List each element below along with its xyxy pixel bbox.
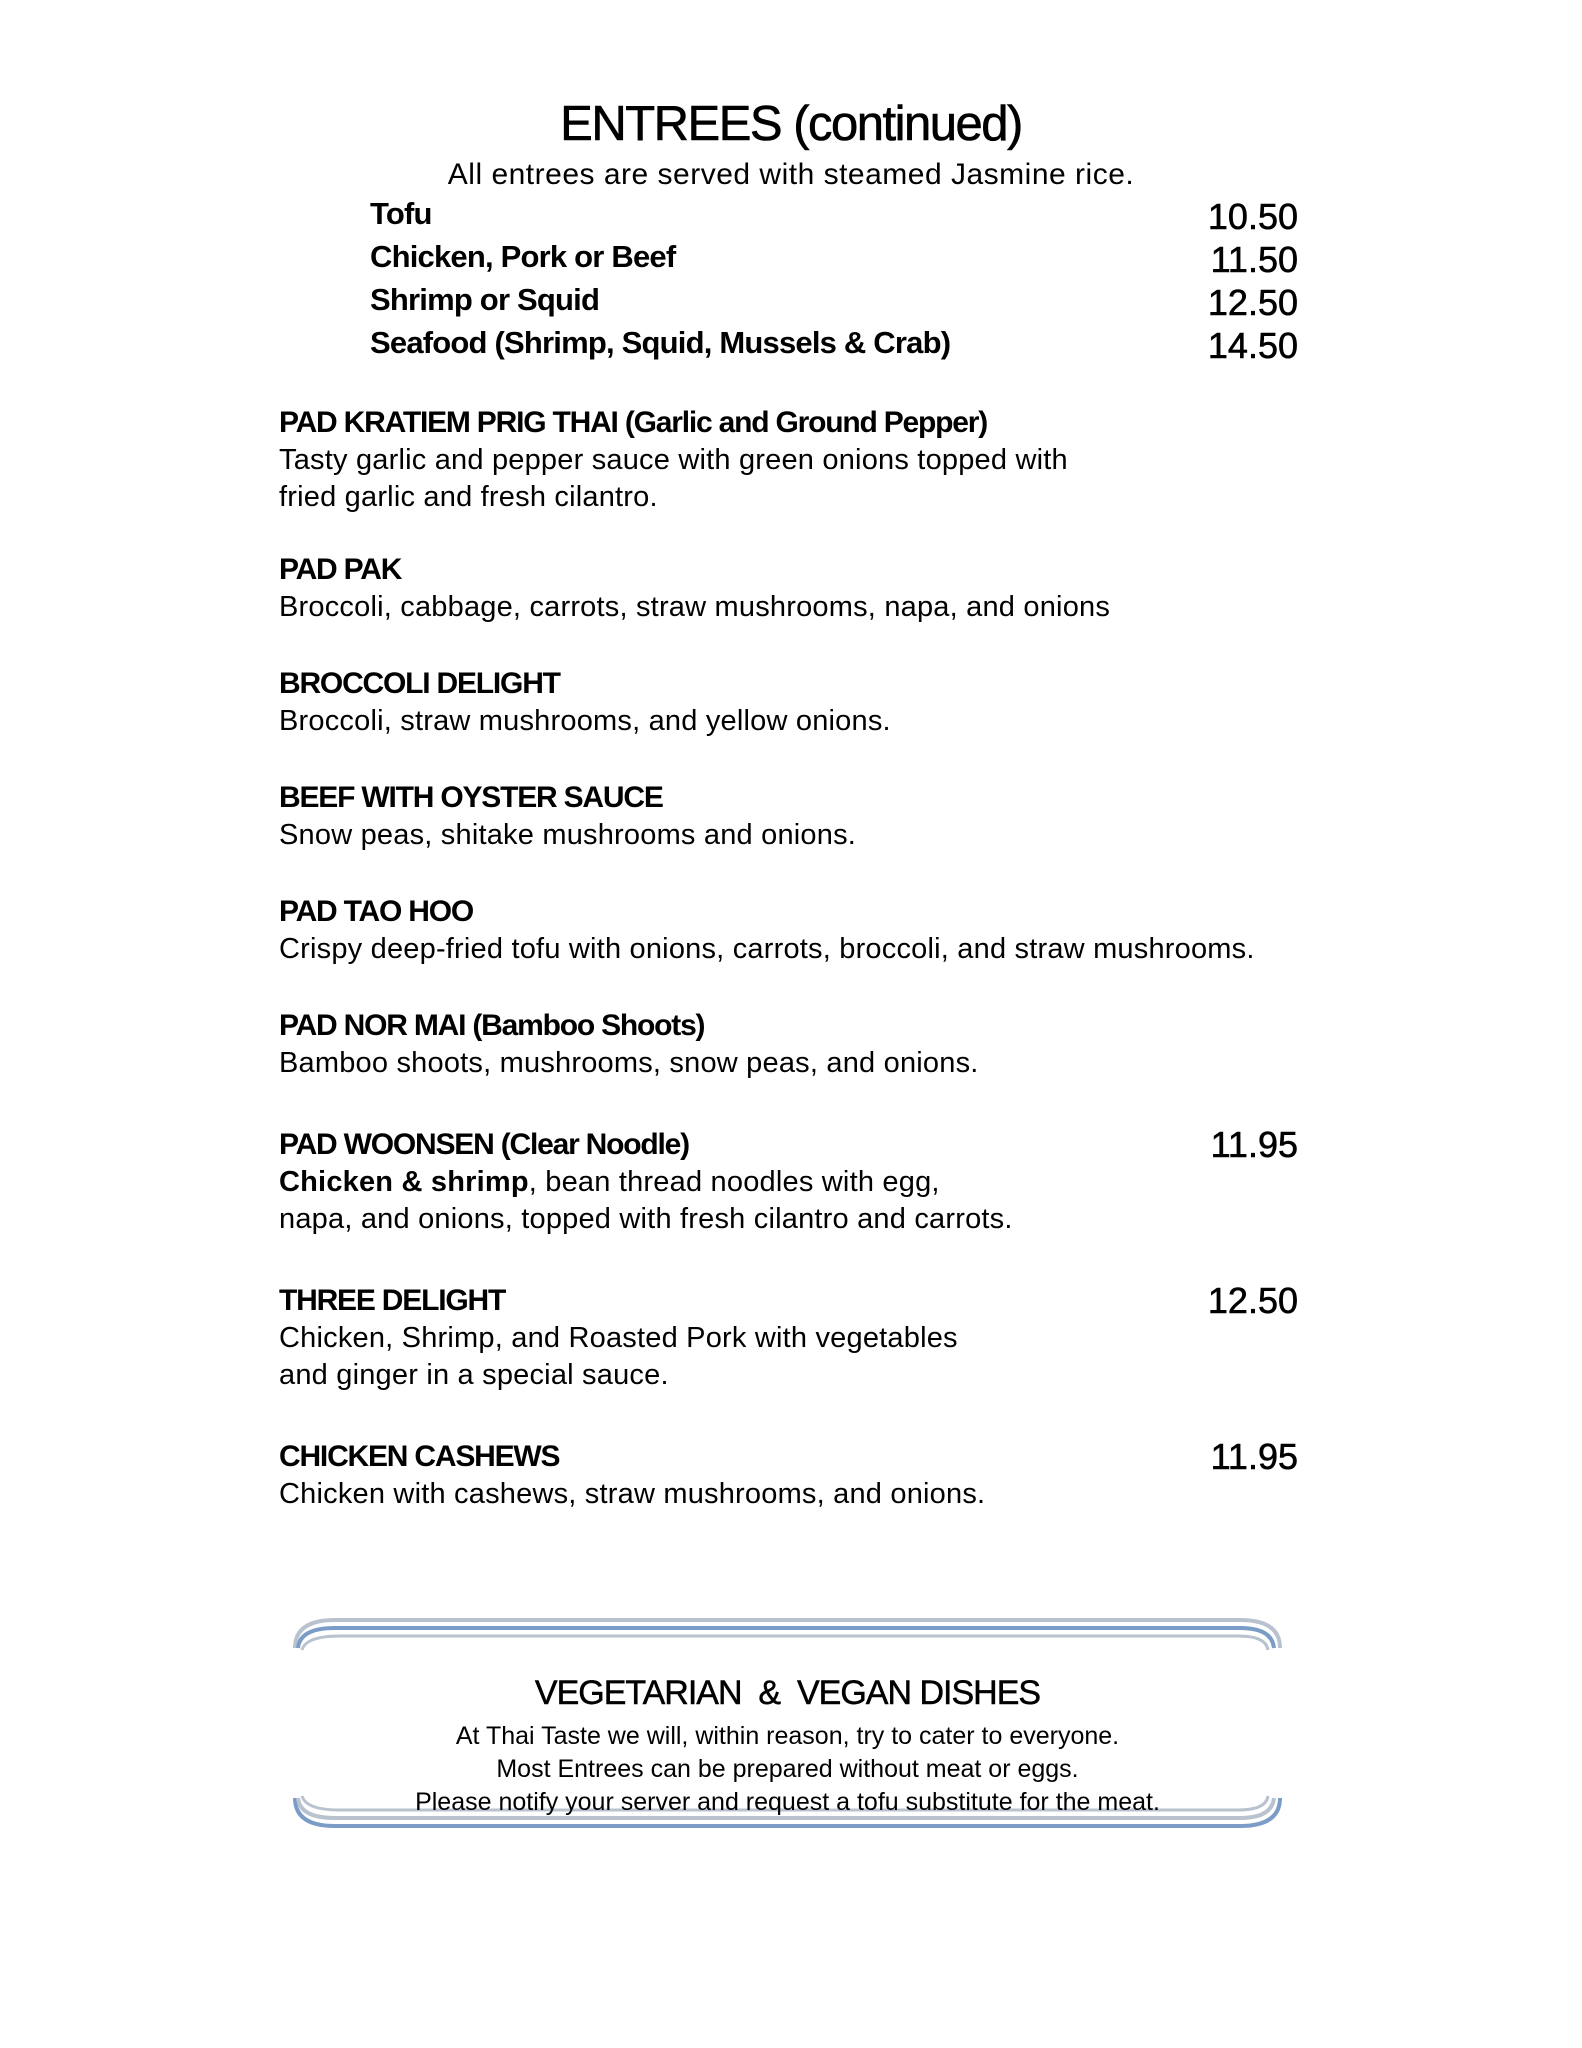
- price-option-name: Shrimp or Squid: [370, 282, 600, 317]
- description-line: Broccoli, straw mushrooms, and yellow onions.: [279, 705, 891, 737]
- description-line: Chicken, Shrimp, and Roasted Pork with vegetables: [279, 1322, 958, 1354]
- price-option-name: Chicken, Pork or Beef: [370, 239, 676, 274]
- price-option-price: 10.50: [1207, 196, 1298, 237]
- description-line: [279, 1164, 1379, 1201]
- menu-item: [279, 779, 1379, 854]
- price-option-row: [370, 196, 1298, 239]
- description-line: Snow peas, shitake mushrooms and onions.: [279, 819, 857, 851]
- price-option-row: [370, 325, 1298, 368]
- menu-item-name: PAD NOR MAI (Bamboo Shoots): [279, 1009, 705, 1042]
- menu-item: [279, 1126, 1379, 1238]
- description-line: and ginger in a special sauce.: [279, 1359, 669, 1391]
- menu-item-price: 12.50: [1207, 1280, 1298, 1321]
- description-text: , bean thread noodles with egg,: [528, 1166, 940, 1198]
- protein-price-table: [370, 196, 1298, 368]
- menu-items: [279, 404, 1379, 1513]
- menu-item-description: [279, 1320, 1379, 1394]
- vegetarian-notice-box: [290, 1598, 1285, 1848]
- price-option-price: 12.50: [1207, 282, 1298, 323]
- menu-item: [279, 1007, 1379, 1082]
- menu-item-description: [279, 1476, 1379, 1513]
- description-line: Crispy deep-fried tofu with onions, carrots, broccoli, and straw mushrooms.: [279, 933, 1255, 965]
- vegetarian-note-line: Most Entrees can be prepared without meat or eggs.: [496, 1755, 1079, 1783]
- menu-item-name: BEEF WITH OYSTER SAUCE: [279, 781, 663, 814]
- menu-item: [279, 551, 1379, 626]
- menu-item: [279, 1438, 1379, 1513]
- description-line: fried garlic and fresh cilantro.: [279, 481, 658, 513]
- price-option-name: Tofu: [370, 196, 432, 231]
- menu-item: [279, 665, 1379, 740]
- menu-item: [279, 1282, 1379, 1394]
- description-line: Tasty garlic and pepper sauce with green onions topped with: [279, 444, 1068, 476]
- price-option-row: [370, 282, 1298, 325]
- frame-top-outer: [295, 1620, 1280, 1648]
- menu-item-name: BROCCOLI DELIGHT: [279, 667, 560, 700]
- description-line: Bamboo shoots, mushrooms, snow peas, and onions.: [279, 1047, 979, 1079]
- menu-item-name: PAD PAK: [279, 553, 402, 586]
- vegetarian-note-line: Please notify your server and request a tofu substitute for the meat.: [415, 1788, 1160, 1816]
- page-title: ENTREES (continued): [560, 97, 1022, 151]
- menu-item-name: PAD KRATIEM PRIG THAI (Garlic and Ground Pepper): [279, 406, 988, 439]
- menu-item-description: [279, 1164, 1379, 1238]
- description-line: napa, and onions, topped with fresh cilantro and carrots.: [279, 1203, 1013, 1235]
- price-option-name: Seafood (Shrimp, Squid, Mussels & Crab): [370, 325, 951, 360]
- description-bold: Chicken & shrimp: [279, 1166, 529, 1198]
- menu-item-description: [279, 442, 1379, 516]
- menu-item-price: 11.95: [1210, 1436, 1298, 1477]
- page-subtitle: All entrees are served with steamed Jasmine rice.: [447, 158, 1135, 191]
- menu-item-price: 11.95: [1210, 1124, 1298, 1165]
- menu-item-description: [279, 589, 1379, 626]
- menu-item: [279, 893, 1379, 968]
- menu-item-name: CHICKEN CASHEWS: [279, 1440, 560, 1473]
- description-line: Broccoli, cabbage, carrots, straw mushrooms, napa, and onions: [279, 591, 1111, 623]
- menu-item-name: PAD TAO HOO: [279, 895, 474, 928]
- menu-item-name: PAD WOONSEN (Clear Noodle): [279, 1128, 689, 1161]
- description-line: Chicken with cashews, straw mushrooms, and onions.: [279, 1478, 986, 1510]
- vegetarian-title: VEGETARIAN & VEGAN DISHES: [534, 1674, 1041, 1712]
- menu-item-description: [279, 1045, 1379, 1082]
- price-option-price: 14.50: [1207, 325, 1298, 366]
- menu-item-description: [279, 817, 1379, 854]
- menu-item-name: THREE DELIGHT: [279, 1284, 506, 1317]
- vegetarian-note-line: At Thai Taste we will, within reason, try to cater to everyone.: [455, 1722, 1120, 1750]
- frame-top-inner: [302, 1636, 1268, 1650]
- price-option-price: 11.50: [1210, 239, 1298, 280]
- menu-item: [279, 404, 1379, 516]
- frame-top-mid: [298, 1628, 1274, 1648]
- price-option-row: [370, 239, 1298, 282]
- menu-item-description: [279, 703, 1379, 740]
- menu-item-description: [279, 931, 1379, 968]
